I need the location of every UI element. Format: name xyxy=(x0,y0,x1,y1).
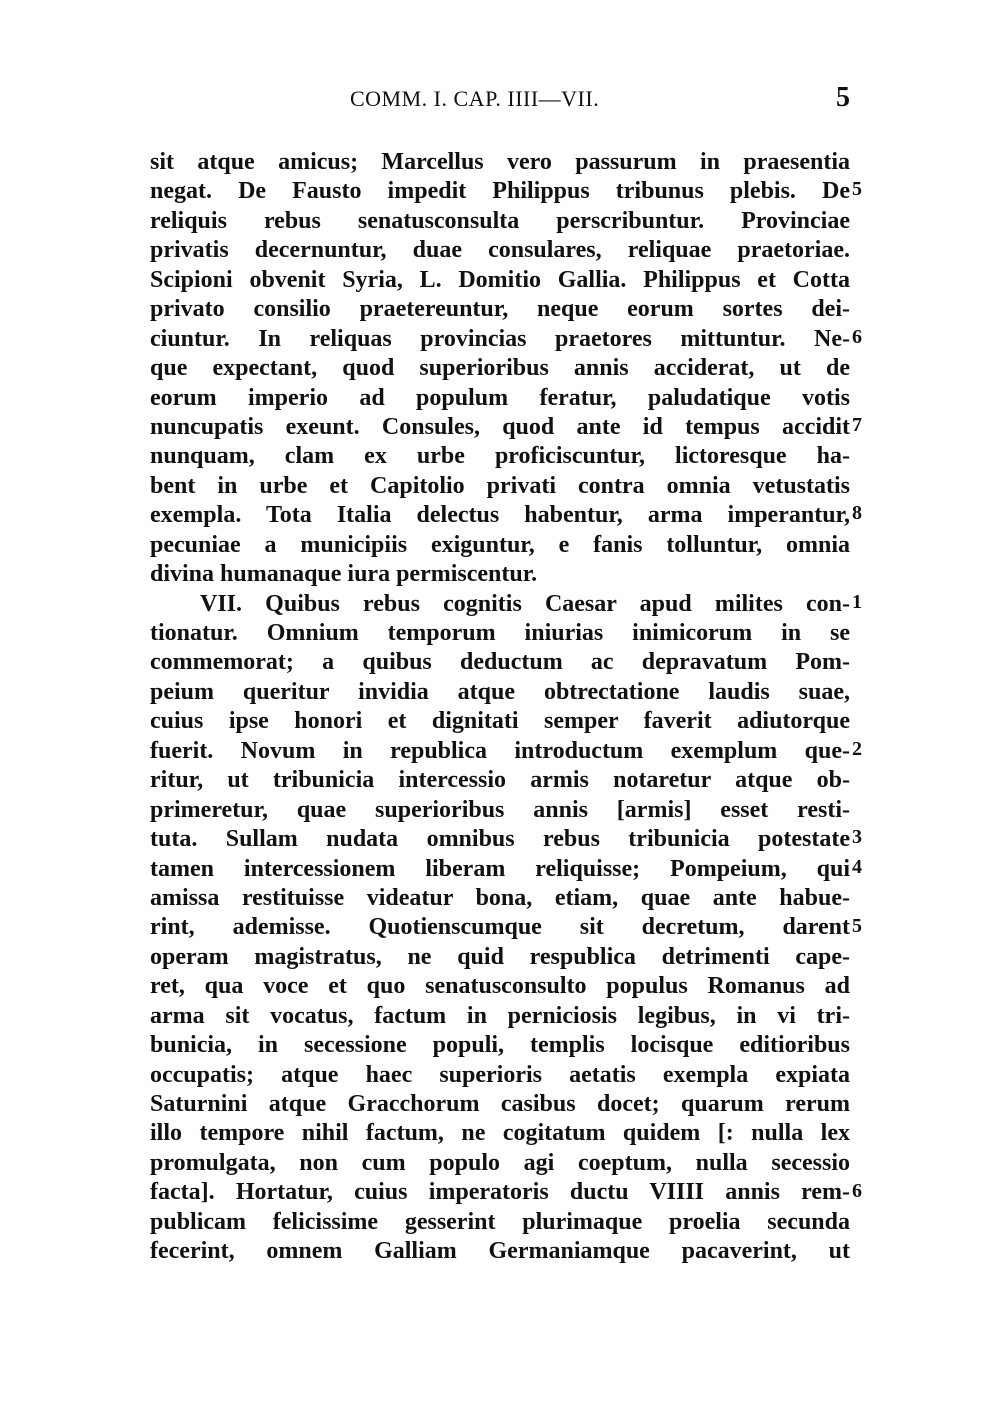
text-line: pecuniae a municipiis exiguntur, e fanis tolluntur, omnia xyxy=(150,531,850,558)
text-line: operam magistratus, ne quid respublica detrimenti cape- xyxy=(150,943,850,970)
text-line: promulgata, non cum populo agi coeptum, nulla secessio xyxy=(150,1149,850,1176)
margin-section-number: 4 xyxy=(852,856,862,878)
text-line: eorum imperio ad populum feratur, paludatique votis xyxy=(150,384,850,411)
text-line: privato consilio praetereuntur, neque eorum sortes dei- xyxy=(150,296,850,323)
running-title: COMM. I. CAP. IIII—VII. xyxy=(350,86,600,111)
text-line: illo tempore nihil factum, ne cogitatum quidem [: nulla lex xyxy=(150,1120,850,1147)
text-line: arma sit vocatus, factum in perniciosis legibus, in vi tri- xyxy=(150,1002,850,1029)
text-line: occupatis; atque haec superioris aetatis exempla expiata xyxy=(150,1061,850,1088)
text-line: tionatur. Omnium temporum iniurias inimicorum in se xyxy=(150,620,850,646)
page-header xyxy=(150,82,850,122)
margin-section-number: 5 xyxy=(852,915,862,937)
text-line: publicam felicissime gesserint plurimaque proelia secunda xyxy=(150,1208,850,1235)
margin-section-number: 3 xyxy=(852,826,862,848)
text-line: cuius ipse honori et dignitati semper faverit adiutorque xyxy=(150,708,850,735)
text-line: sit atque amicus; Marcellus vero passurum in praesentia xyxy=(150,149,850,175)
text-line: ciuntur. In reliquas provincias praetores mittuntur. Ne- xyxy=(150,325,850,352)
text-line: primeretur, quae superioribus annis [armis] esset resti- xyxy=(150,796,850,823)
text-line: amissa restituisse videatur bona, etiam, quae ante habue- xyxy=(150,884,850,911)
margin-section-number: 8 xyxy=(852,502,862,524)
text-line: commemorat; a quibus deductum ac depravatum Pom- xyxy=(150,649,850,676)
chapter-start-line: VII. Quibus rebus cognitis Caesar apud milites con- xyxy=(200,590,850,617)
text-line: reliquis rebus senatusconsulta perscribuntur. Provinciae xyxy=(150,207,850,234)
text-line: bunicia, in secessione populi, templis locisque editioribus xyxy=(150,1032,850,1059)
margin-section-number: 7 xyxy=(852,414,862,436)
text-line: facta]. Hortatur, cuius imperatoris ductu VIIII annis rem- xyxy=(150,1179,850,1206)
text-line: tuta. Sullam nudata omnibus rebus tribunicia potestate xyxy=(150,826,850,853)
text-line: exempla. Tota Italia delectus habentur, arma imperantur, xyxy=(150,502,850,529)
margin-section-number: 1 xyxy=(852,591,862,613)
text-line: ritur, ut tribunicia intercessio armis notaretur atque ob- xyxy=(150,767,850,794)
text-line: nunquam, clam ex urbe proficiscuntur, lictoresque ha- xyxy=(150,443,850,470)
margin-section-number: 5 xyxy=(852,178,862,200)
text-line: negat. De Fausto impedit Philippus tribunus plebis. De xyxy=(150,178,850,205)
text-line: que expectant, quod superioribus annis acciderat, ut de xyxy=(150,355,850,382)
text-line: divina humanaque iura permiscentur. xyxy=(150,561,538,588)
text-line: nuncupatis exeunt. Consules, quod ante id tempus accidit xyxy=(150,413,850,440)
margin-section-number: 2 xyxy=(852,738,862,760)
page-number: 5 xyxy=(836,82,850,113)
margin-section-number: 6 xyxy=(852,1180,862,1202)
text-line: privatis decernuntur, duae consulares, reliquae praetoriae. xyxy=(150,237,850,264)
text-line: ret, qua voce et quo senatusconsulto populus Romanus ad xyxy=(150,973,850,1000)
text-line: fuerit. Novum in republica introductum exemplum que- xyxy=(150,737,850,764)
text-line: fecerint, omnem Galliam Germaniamque pacaverint, ut xyxy=(150,1238,850,1265)
text-line: peium queritur invidia atque obtrectatione laudis suae, xyxy=(150,678,850,705)
text-line: bent in urbe et Capitolio privati contra omnia vetustatis xyxy=(150,472,850,499)
margin-section-number: 6 xyxy=(852,326,862,348)
text-line: tamen intercessionem liberam reliquisse; Pompeium, qui xyxy=(150,855,850,882)
body-text xyxy=(150,148,850,1267)
text-line: Scipioni obvenit Syria, L. Domitio Gallia. Philippus et Cotta xyxy=(150,266,850,293)
text-line: rint, ademisse. Quotienscumque sit decretum, darent xyxy=(150,914,850,941)
text-line: Saturnini atque Gracchorum casibus docet; quarum rerum xyxy=(150,1091,850,1117)
